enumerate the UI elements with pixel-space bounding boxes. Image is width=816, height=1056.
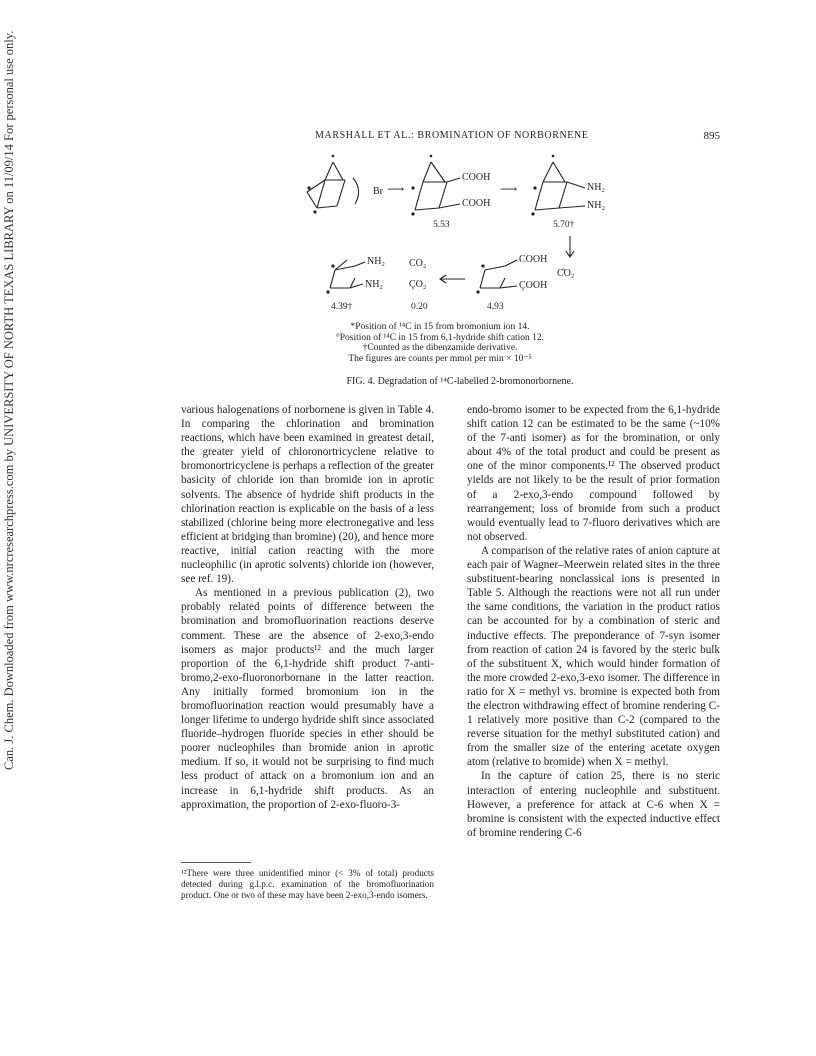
nh2-bottom-label: NH₂ <box>587 200 605 211</box>
nh2-b-label: NH₂ <box>365 279 383 290</box>
scheme-note: *Position of ¹⁴C in 15 from bromonium ion 14. <box>350 322 530 332</box>
co2-right-label: C̊O₂ <box>557 268 575 279</box>
scheme-note: †Counted as the dibenzamide derivative. <box>362 343 518 353</box>
br-label: Br <box>373 186 383 197</box>
download-watermark <box>2 30 36 770</box>
reaction-arrow-2: ⟶ <box>500 182 518 196</box>
paragraph: In the capture of cation 25, there is no steric interaction of entering nucleophile and substituent. However, a preference for attack at C-6 when X = bromine is consistent with the expected inductive effect of bromine rendering C-6 <box>467 770 720 839</box>
count-a: 4.39† <box>331 302 353 312</box>
cyclopentane-diacid-structure <box>480 260 517 288</box>
co2-b-label: ÇO₂ <box>409 279 427 290</box>
co2-a-label: CO₂ <box>409 258 427 269</box>
cyclopentane-diamine-structure <box>330 260 365 288</box>
diacid-structure <box>415 162 460 210</box>
count-c: 4.93 <box>487 302 504 312</box>
nh2-top-label: NH₂ <box>587 182 605 193</box>
footnote-rule <box>181 862 251 863</box>
scheme-note: °Position of ¹⁴C in 15 from 6,1-hydride shift cation 12. <box>335 332 545 343</box>
count-diamine: 5.70† <box>553 220 575 230</box>
reaction-arrow-1: ⟶ <box>387 182 405 196</box>
footnote: ¹²There were three unidentified minor (< 3% of total) products detected during g.l.p.c. examination of the bromofluorination product. One or two of these may have been 2-exo,3-endo isomers. <box>181 868 434 900</box>
page-header <box>200 130 720 146</box>
paragraph: A comparison of the relative rates of anion capture at each pair of Wagner–Meerwein related sites in the three substituent-bearing nonclassical ions is presented in Table 5. Although the reactions were not all run under the same conditions, the variation in the product ratios can be accounted for by a combination of steric and inductive effects. The preponderance of 7-syn isomer from reaction of cation 24 is favored by the steric bulk of the substituent X, which would hinder formation of the more crowded 2-exo,3-exo isomer. The difference in ratio for X = methyl vs. bromine is expected both from the electron withdrawing effect of bromine rendering C-1 relatively more positive than C-2 (compared to the reverse situation for the methyl substituted cation) and from the smaller size of the entering acetate oxygen atom (relative to bromide) when X = methyl. <box>467 544 720 769</box>
paragraph: As mentioned in a previous publication (2), two probably related points of difference between the bromination and bromofluorination reactions deserve comment. These are the absence of 2-exo,3-endo isomers as major products¹² and the much larger proportion of the 6,1-hydride shift product 7-anti-bromo,2-exo-fluoronorbornane in the latter reaction. Any initially formed bromonium ion in the bromofluorination reaction would presumably have a longer lifetime to undergo hydride shift since associated fluoride–hydrogen fluoride species in ether should be poorer nucleophiles than bromide anion in aprotic medium. If so, it would not be surprising to find much less product of attack on a bromonium ion and an increase in 6,1-hydride shift products. As an approximation, the proportion of 2-exo-fluoro-3- <box>181 587 434 811</box>
left-column <box>181 403 434 812</box>
right-column <box>467 403 720 840</box>
scheme-notes <box>290 322 590 364</box>
scheme-note: The figures are counts per mmol per min × 10⁻⁵ <box>348 353 532 364</box>
bromonium-structure <box>307 162 359 208</box>
degradation-scheme <box>295 148 635 320</box>
cooh-top-label: COOH <box>462 172 491 183</box>
figure-caption: FIG. 4. Degradation of ¹⁴C-labelled 2-bromonorbornene. <box>346 376 574 387</box>
count-b: 0.20 <box>411 302 428 312</box>
diamine-structure <box>535 162 585 210</box>
cooh-bottom-label: COOH <box>462 198 491 209</box>
paragraph: various halogenations of norbornene is given in Table 4. In comparing the chlorination and bromination reactions, which have been examined in greatest detail, the greater yield of chloronortricyclene relative to bromonortricyclene is perhaps a reflection of the greater basicity of chloride ion than bromide ion in aprotic solvents. The absence of hydride shift products in the chlorination reaction is explicable on the basis of a less stabilized (chlorine being more electronegative and less efficient at bridging than bromine) (20), and hence more reactive, initial cation reacting with the more nucleophilic (in aprotic solvents) chloride ion (however, see ref. 19). <box>181 404 434 586</box>
download-watermark-text: Can. J. Chem. Downloaded from www.nrcresearchpress.com by UNIVERSITY OF NORTH TEXAS LIBRARY on 11/09/14 For personal use only. <box>2 30 16 770</box>
count-diacid: 5.53 <box>433 220 450 230</box>
paragraph: endo-bromo isomer to be expected from the 6,1-hydride shift cation 12 can be estimated to be the same (~10% of the 7-anti isomer) as for the bromination, or only about 4% of the total product and could be present as one of the minor components.¹² The observed product yields are not likely to be the result of prior formation of a 2-exo,3-endo compound followed by rearrangement; loss of bromide from such a product would eventually lead to 7-fluoro derivatives which are not observed. <box>467 404 720 543</box>
running-title: MARSHALL ET AL.: BROMINATION OF NORBORNENE <box>315 130 589 141</box>
cooh-c-label: COOH <box>519 254 548 265</box>
nh2-a-label: NH₂ <box>367 256 385 267</box>
cooh-d-label: ÇOOH <box>519 280 548 291</box>
page-number: 895 <box>703 130 720 142</box>
